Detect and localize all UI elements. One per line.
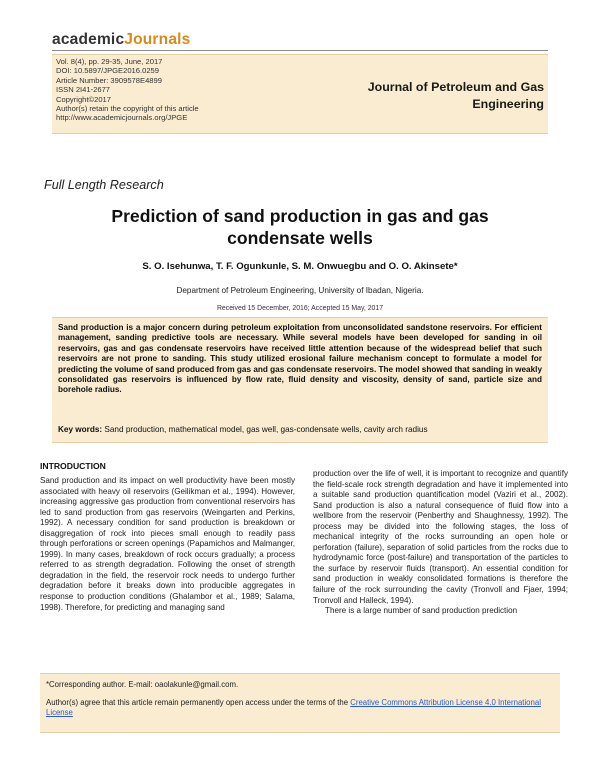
authors: S. O. Isehunwa, T. F. Ogunkunle, S. M. Onwuegbu and O. O. Akinsete* [142, 261, 458, 272]
abstract: Sand production is a major concern during petroleum exploitation from unconsolidated sandstone reservoirs. For efficient management, sanding predictive tools are necessary. While several models have been developed for sanding in oil reservoirs, gas and gas condensate reservoirs have received little attention because of the widespread belief that such reservoirs are not prone to sanding. This study utilized erosional failure mechanism concept to formulate a model for predicting the volume of sand produced from gas and gas condensate reservoirs. The model showed that sanding in weakly consolidated gas reservoirs is influenced by flow rate, fluid density and viscosity, density of sand, particle size and borehole radius. [58, 323, 542, 395]
corresponding-author: *Corresponding author. E-mail: oaolakunle@gmail.com. [46, 680, 239, 689]
journal-title: Journal of Petroleum and Gas Engineering [367, 80, 544, 111]
volume-info: Vol. 8(4), pp. 29-35, June, 2017 [56, 57, 163, 66]
license-statement: Author(s) agree that this article remain permanently open access under the terms of the Creative Commons Attribution License 4.0 International License [46, 698, 541, 718]
article-type: Full Length Research [44, 178, 164, 192]
journal-url[interactable]: http://www.academicjournals.org/JPGE [56, 113, 188, 123]
license-link[interactable]: Creative Commons Attribution License 4.0 International License [46, 698, 541, 718]
publisher-logo: academicJournals [52, 31, 191, 48]
issn: ISSN 2I41-2677 [56, 85, 111, 95]
received-accepted-dates: Received 15 December, 2016; Accepted 15 May, 2017 [216, 305, 384, 312]
body-column-right: production over the life of well, it is important to recognize and quantify the field-scale rock strength degradation and have it implemented into a suitable sand production quantification model (Vaziri et al., 2002). Sand production is also a natural consequence of fluid flow into a wellbore from the reservoir (Penberthy and Shaughnessy, 1992). The process may be divided into the following stages, the loss of mechanical integrity of the rocks surrounding an open hole or perforation (failure), separation of solid particles from the rocks due to hydrodynamic force (post-failure) and transportation of the particles to the surface by reservoir fluids (transport). An essential condition for sand production in weakly consolidated formations is therefore the failure of the rock surrounding the cavity (Tronvoll and Fjaer, 1994; Tronvoll and Halleck, 1994). There is a large number of sand production prediction [313, 469, 568, 616]
header-rule [52, 50, 548, 51]
affiliation: Department of Petroleum Engineering, University of Ibadan, Nigeria. [176, 286, 424, 295]
footnote-box [40, 673, 560, 733]
copyright: Copyright©2017 [56, 94, 111, 104]
section-heading-introduction: INTRODUCTION [40, 461, 106, 471]
rights-statement: Author(s) retain the copyright of this article [56, 104, 199, 114]
abstract-box [52, 317, 548, 443]
doi: DOI: 10.5897/JPGE2016.0259 [56, 66, 160, 76]
body-column-left: Sand production and its impact on well productivity have been mostly associated with heavy oil reservoirs (Geilikman et al., 1994). However, increasing aggressive gas production from conventional reservoirs has led to sand production from gas reservoirs (Weingarten and Perkins, 1992). A necessary condition for sand production is breakdown or disaggregation of rock into pieces small enough to readily pass through perforations or screen openings (Papamichos and Malmanger, 1999). In many cases, breakdown of rock occurs gradually; a process referred to as strength degradation. Following the onset of strength degradation in the field, the reservoir rock needs to undergo further degradation before it breaks down into producible aggregates in response to production conditions (Ghalambor et al., 1989; Salama, 1998). Therefore, for predicting and managing sand [40, 476, 295, 612]
article-number: Article Number: 3909578E4899 [56, 75, 162, 85]
article-meta [56, 57, 199, 123]
paper-title: Prediction of sand production in gas and gas condensate wells [111, 206, 489, 248]
journal-header [52, 54, 548, 134]
keywords: Key words: Sand production, mathematical model, gas well, gas-condensate wells, cavity arch radius [58, 425, 428, 434]
